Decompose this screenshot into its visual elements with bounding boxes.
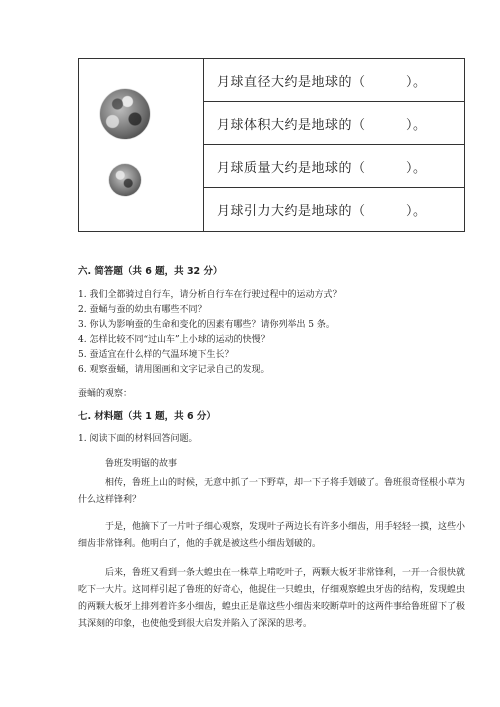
answer-label: 蚕蛹的观察：	[78, 389, 133, 399]
table-row-text: 月球体积大约是地球的（ ）。	[217, 118, 427, 133]
table-row	[203, 145, 464, 188]
question-item: 1. 我们全都骑过自行车，请分析自行车在行驶过程中的运动方式？	[78, 290, 342, 300]
table-row-text: 月球直径大约是地球的（ ）。	[217, 75, 427, 90]
moon-large-image	[100, 89, 150, 139]
section-6-title: 六. 简答题（共 6 题，共 32 分）	[78, 266, 223, 277]
story-paragraph: 相传，鲁班上山的时候，无意中抓了一下野草，却一下子将手划破了。鲁班很奇怪根小草为什么这样锋利？	[78, 478, 466, 505]
question-item: 6. 观察蚕蛹，请用图画和文字记录自己的发现。	[78, 365, 270, 375]
table-row	[203, 102, 464, 145]
table-row	[203, 59, 464, 102]
table-row	[203, 188, 464, 231]
story-paragraph: 于是，他摘下了一片叶子细心观察，发现叶子两边长有许多小细齿，用手轻轻一摸，这些小细齿非常锋利。他明白了，他的手就是被这些小细齿划破的。	[78, 522, 466, 549]
question-item: 5. 蚕适宜在什么样的气温环境下生长？	[78, 350, 234, 360]
moon-earth-table	[78, 58, 465, 232]
question-item: 2. 蚕蛹与蚕的幼虫有哪些不同？	[78, 305, 207, 315]
table-row-text: 月球质量大约是地球的（ ）。	[217, 161, 427, 176]
section-7-title: 七. 材料题（共 1 题，共 6 分）	[78, 411, 216, 422]
question-item: 4. 怎样比较不同“过山车”上小球的运动的快慢？	[78, 335, 270, 345]
moon-small-image	[109, 164, 141, 196]
story-paragraph: 后来，鲁班又看到一条大蝗虫在一株草上啃吃叶子，两颗大板牙非常锋利，一开一合很快就吃下一大片。这同样引起了鲁班的好奇心，他捉住一只蝗虫，仔细观察蝗虫牙齿的结构，发现蝗虫的两颗大板牙上排列着许多小细齿，蝗虫正是靠这些小细齿来咬断草叶的这两件事给鲁班留下了极其深刻的印象，也使他受到很大启发并陷入了深深的思考。	[78, 568, 466, 629]
story-title: 鲁班发明锯的故事	[105, 459, 178, 469]
question-item: 3. 你认为影响蚕的生命和变化的因素有哪些？请你列举出 5 条。	[78, 320, 335, 330]
question-item: 1. 阅读下面的材料回答问题。	[78, 434, 198, 444]
table-row-text: 月球引力大约是地球的（ ）。	[217, 204, 427, 219]
